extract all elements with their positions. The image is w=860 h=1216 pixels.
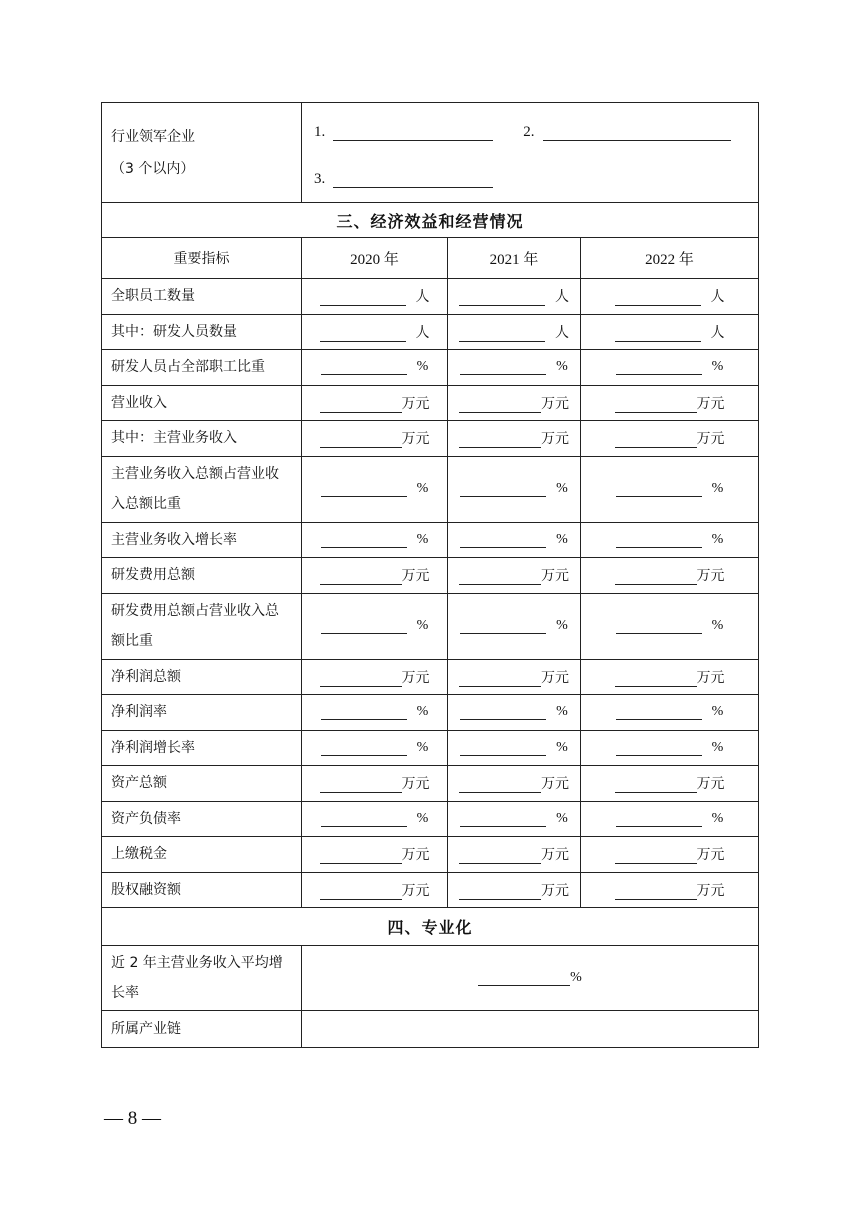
unit-label: % [711,704,724,720]
unit-label: % [556,481,568,496]
value-cell-2021 [448,659,581,695]
value-input-2022[interactable] [615,778,697,793]
value-input-2022[interactable] [616,705,702,720]
value-cell-2021 [448,456,581,522]
leader-2-input[interactable] [543,126,731,141]
unit-label: % [711,481,724,496]
value-input-2022[interactable] [615,291,701,306]
indicator-row [102,593,759,659]
value-input-2020[interactable] [321,619,407,634]
value-input-2021[interactable] [459,570,541,585]
industry-chain-label: 所属产业链 [102,1011,302,1048]
value-cell-2020 [302,872,448,908]
leader-1-input[interactable] [333,126,493,141]
unit-label: % [556,531,568,547]
value-cell-2022 [581,593,759,659]
unit-label: 万元 [696,777,725,793]
unit-label: 人 [415,290,430,306]
value-input-2020[interactable] [320,849,402,864]
indicator-row [102,522,759,558]
value-input-2021[interactable] [459,398,541,413]
indicator-label: 主营业务收入总额占营业收 入总额比重 [102,456,302,522]
value-cell-2022 [581,695,759,731]
unit-label: 人 [415,325,430,341]
value-cell-2021 [448,837,581,873]
indicator-label: 净利润增长率 [102,730,302,766]
unit-label: 万元 [696,883,725,899]
indicator-row [102,695,759,731]
unit-label: % [556,618,568,633]
value-input-2022[interactable] [615,570,697,585]
value-cell-2020 [302,421,448,457]
indicator-row [102,385,759,421]
unit-label: % [416,810,429,826]
value-input-2022[interactable] [615,849,697,864]
unit-label: 万元 [541,569,569,585]
section-3-title: 三、经济效益和经营情况 [102,203,759,238]
value-cell-2020 [302,801,448,837]
value-cell-2021 [448,385,581,421]
unit-label: % [556,739,568,755]
unit-label: 人 [555,290,569,306]
revenue-growth-unit: % [570,970,582,985]
indicator-row [102,730,759,766]
unit-label: 万元 [541,777,569,793]
indicator-row [102,350,759,386]
value-input-2021[interactable] [460,482,546,497]
indicator-label: 全职员工数量 [102,279,302,315]
unit-label: 万元 [401,396,430,412]
value-input-2021[interactable] [460,741,546,756]
indicator-label: 其中：主营业务收入 [102,421,302,457]
industry-chain-input[interactable] [302,1011,759,1048]
value-input-2022[interactable] [616,812,702,827]
value-cell-2020 [302,456,448,522]
industry-leaders-fields [302,103,759,203]
value-input-2022[interactable] [616,482,702,497]
leader-1-number: 1. [314,123,326,140]
value-cell-2022 [581,350,759,386]
unit-label: 万元 [401,777,430,793]
unit-label: % [711,739,724,755]
indicator-label: 主营业务收入增长率 [102,522,302,558]
indicator-row [102,314,759,350]
value-input-2020[interactable] [321,360,407,375]
value-input-2021[interactable] [459,327,545,342]
value-cell-2020 [302,659,448,695]
value-cell-2021 [448,695,581,731]
value-input-2020[interactable] [320,778,402,793]
unit-label: % [711,618,724,633]
value-input-2021[interactable] [460,705,546,720]
value-cell-2020 [302,314,448,350]
value-input-2021[interactable] [459,849,541,864]
unit-label: % [556,359,568,375]
unit-label: 万元 [541,670,569,686]
value-input-2020[interactable] [321,812,407,827]
value-input-2021[interactable] [460,619,546,634]
value-cell-2021 [448,350,581,386]
value-cell-2021 [448,421,581,457]
value-cell-2020 [302,279,448,315]
value-input-2022[interactable] [615,327,701,342]
unit-label: 万元 [401,670,430,686]
value-cell-2022 [581,766,759,802]
value-cell-2022 [581,279,759,315]
unit-label: 万元 [401,569,430,585]
value-input-2020[interactable] [320,433,402,448]
value-cell-2020 [302,730,448,766]
header-year-2022: 2022 年 [581,238,759,279]
indicator-label: 净利润率 [102,695,302,731]
value-input-2020[interactable] [320,570,402,585]
header-year-2020: 2020 年 [302,238,448,279]
value-cell-2021 [448,801,581,837]
revenue-growth-field [302,946,759,1011]
industry-leaders-label: 行业领军企业 （3 个以内） [102,103,302,203]
indicator-label: 研发费用总额占营业收入总 额比重 [102,593,302,659]
header-indicator: 重要指标 [102,238,302,279]
value-cell-2020 [302,522,448,558]
value-input-2021[interactable] [459,778,541,793]
value-input-2020[interactable] [320,885,402,900]
value-cell-2020 [302,766,448,802]
unit-label: % [556,810,568,826]
value-cell-2022 [581,872,759,908]
application-form-table [101,102,758,1048]
unit-label: % [416,481,429,496]
value-input-2020[interactable] [321,741,407,756]
indicator-row [102,801,759,837]
value-cell-2022 [581,837,759,873]
value-cell-2021 [448,314,581,350]
unit-label: 人 [710,290,725,306]
value-input-2021[interactable] [460,533,546,548]
value-input-2020[interactable] [321,533,407,548]
value-cell-2021 [448,730,581,766]
value-input-2020[interactable] [320,398,402,413]
value-input-2020[interactable] [320,672,402,687]
value-input-2022[interactable] [616,741,702,756]
indicator-label: 净利润总额 [102,659,302,695]
indicator-label: 研发费用总额 [102,558,302,594]
unit-label: % [416,359,429,375]
unit-label: % [711,359,724,375]
revenue-growth-label: 近 2 年主营业务收入平均增 长率 [102,946,302,1011]
unit-label: 万元 [541,848,569,864]
unit-label: % [711,810,724,826]
header-year-2021: 2021 年 [448,238,581,279]
value-input-2021[interactable] [459,672,541,687]
unit-label: % [711,531,724,547]
unit-label: % [416,704,429,720]
value-input-2021[interactable] [459,291,545,306]
indicator-row [102,421,759,457]
unit-label: 万元 [696,569,725,585]
value-cell-2022 [581,314,759,350]
value-cell-2021 [448,872,581,908]
value-input-2021[interactable] [459,885,541,900]
value-cell-2020 [302,837,448,873]
indicator-row [102,766,759,802]
value-cell-2021 [448,593,581,659]
unit-label: 人 [555,325,569,341]
value-input-2020[interactable] [320,327,406,342]
value-cell-2021 [448,279,581,315]
indicator-label: 营业收入 [102,385,302,421]
indicator-header-row [102,238,759,279]
unit-label: 万元 [696,396,725,412]
leader-3-input[interactable] [333,173,493,188]
leader-3-number: 3. [314,170,326,187]
unit-label: % [416,618,429,633]
page-number: — 8 — [104,1108,161,1129]
value-input-2021[interactable] [460,360,546,375]
value-cell-2020 [302,350,448,386]
value-cell-2021 [448,766,581,802]
value-input-2022[interactable] [615,398,697,413]
indicator-label: 股权融资额 [102,872,302,908]
unit-label: 万元 [401,848,430,864]
value-cell-2022 [581,522,759,558]
section-4-title: 四、专业化 [102,908,759,946]
value-input-2022[interactable] [616,360,702,375]
unit-label: 万元 [541,432,569,448]
value-cell-2020 [302,695,448,731]
value-input-2021[interactable] [459,433,541,448]
value-cell-2022 [581,659,759,695]
unit-label: 万元 [541,883,569,899]
value-cell-2022 [581,558,759,594]
revenue-growth-row [102,946,759,1011]
unit-label: % [416,739,429,755]
value-input-2020[interactable] [321,705,407,720]
industry-leaders-row [102,103,759,203]
value-cell-2022 [581,801,759,837]
indicator-row [102,558,759,594]
indicator-row [102,279,759,315]
unit-label: 万元 [696,848,725,864]
indicator-label: 研发人员占全部职工比重 [102,350,302,386]
value-cell-2021 [448,522,581,558]
unit-label: 人 [710,325,725,341]
indicator-row [102,837,759,873]
value-input-2022[interactable] [616,619,702,634]
unit-label: % [556,704,568,720]
value-input-2020[interactable] [321,482,407,497]
value-cell-2022 [581,456,759,522]
revenue-growth-input[interactable] [478,971,570,986]
value-cell-2020 [302,593,448,659]
value-cell-2020 [302,385,448,421]
indicator-label: 上缴税金 [102,837,302,873]
industry-chain-row [102,1011,759,1048]
indicator-label: 其中：研发人员数量 [102,314,302,350]
unit-label: 万元 [401,883,430,899]
value-input-2021[interactable] [460,812,546,827]
value-input-2022[interactable] [616,533,702,548]
unit-label: 万元 [541,396,569,412]
value-input-2020[interactable] [320,291,406,306]
unit-label: 万元 [401,432,430,448]
value-input-2022[interactable] [615,672,697,687]
value-cell-2022 [581,421,759,457]
unit-label: 万元 [696,670,725,686]
value-cell-2022 [581,385,759,421]
indicator-row [102,456,759,522]
value-cell-2020 [302,558,448,594]
indicator-label: 资产负债率 [102,801,302,837]
indicator-row [102,659,759,695]
unit-label: % [416,531,429,547]
value-cell-2021 [448,558,581,594]
indicator-row [102,872,759,908]
leader-2-number: 2. [523,123,535,140]
unit-label: 万元 [696,432,725,448]
indicator-label: 资产总额 [102,766,302,802]
value-input-2022[interactable] [615,885,697,900]
value-cell-2022 [581,730,759,766]
value-input-2022[interactable] [615,433,697,448]
